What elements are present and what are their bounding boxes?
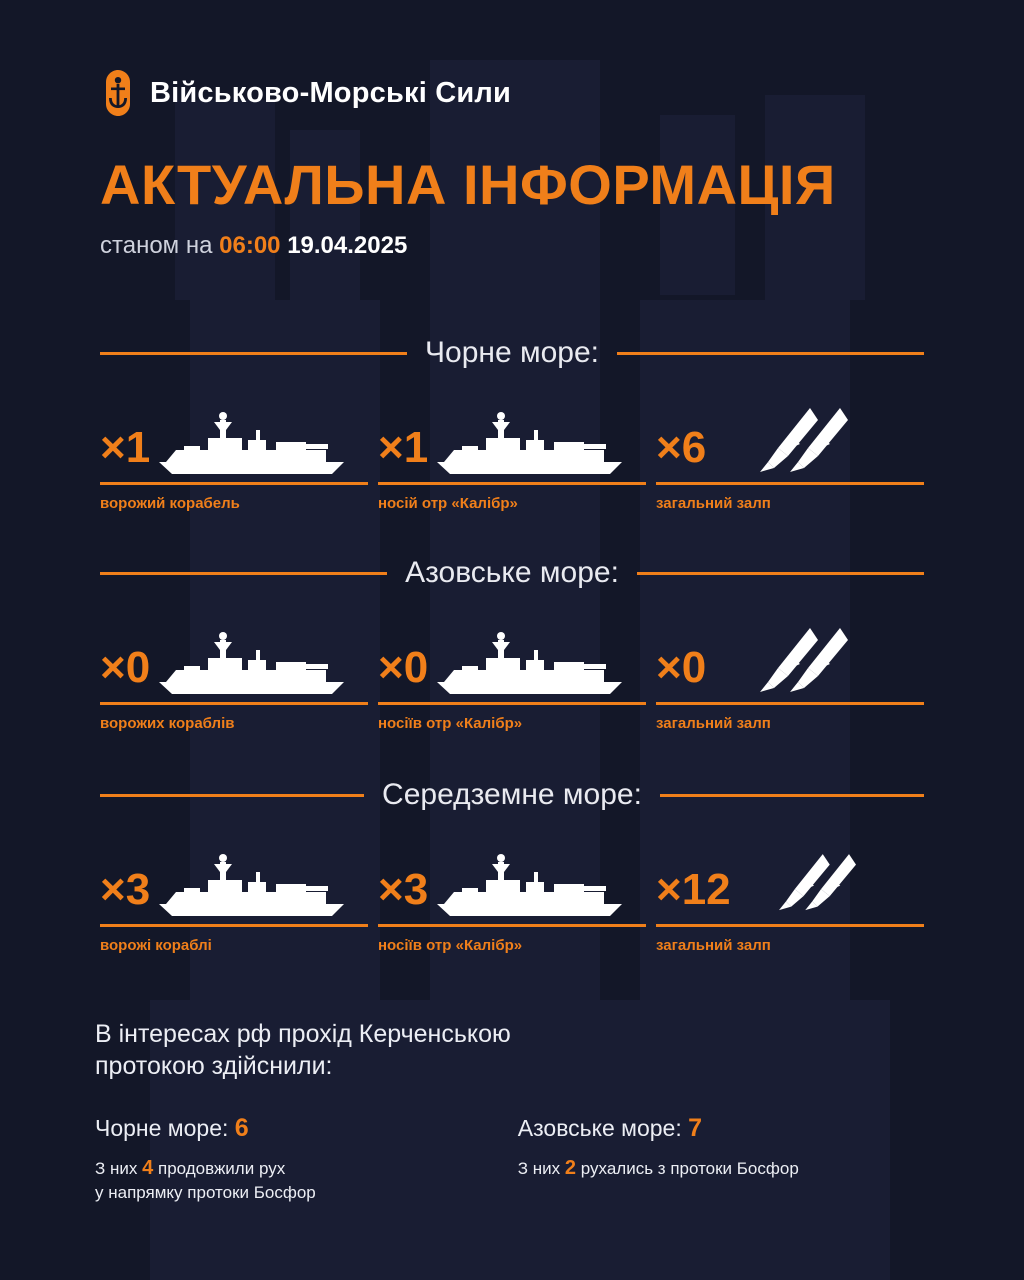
card-underline: [378, 482, 646, 485]
kerch-columns: [95, 1114, 935, 1205]
card-underline: [100, 482, 368, 485]
card-underline: [100, 924, 368, 927]
stat-count: ×12: [656, 865, 731, 914]
kerch-column-black-sea: [95, 1114, 423, 1205]
stat-card: [100, 842, 368, 954]
kerch-left-head: [95, 1114, 423, 1143]
kerch-intro-line2: протокою здійснили:: [95, 1052, 333, 1080]
kerch-left-title: Чорне море:: [95, 1115, 229, 1141]
section-header: [0, 336, 1024, 370]
kerch-strait-block: [95, 1018, 935, 1205]
stat-count: ×0: [656, 643, 707, 692]
kerch-right-head: [518, 1114, 935, 1143]
kerch-left-sub-line2: у напрямку протоки Босфор: [95, 1183, 316, 1202]
stat-card: [656, 620, 924, 732]
section-title: Чорне море:: [425, 336, 599, 369]
stat-label: носій отр «Калібр»: [378, 495, 518, 512]
card-underline: [656, 482, 924, 485]
divider-right: [617, 352, 924, 355]
kerch-right-sub-num: 2: [564, 1157, 577, 1179]
kerch-left-sub-line1: продовжили рух: [157, 1159, 286, 1178]
section-azov-sea: [0, 556, 1024, 732]
page-title: АКТУАЛЬНА ІНФОРМАЦІЯ: [100, 153, 836, 216]
card-underline: [656, 702, 924, 705]
kerch-left-sub-num: 4: [142, 1157, 154, 1179]
card-underline: [656, 924, 924, 927]
kerch-column-azov-sea: [518, 1114, 935, 1205]
section-title: Середземне море:: [382, 778, 642, 811]
stat-card: [378, 400, 646, 512]
divider-left: [100, 794, 364, 797]
divider-left: [100, 352, 407, 355]
stat-count: ×3: [378, 865, 429, 914]
warship-icon: [156, 406, 346, 476]
subtitle-label: станом на: [100, 232, 213, 259]
stat-label: ворожих кораблів: [100, 715, 235, 732]
section-cards: [0, 400, 1024, 512]
divider-right: [637, 572, 924, 575]
warship-icon: [434, 406, 624, 476]
subtitle-date: 19.04.2025: [287, 232, 408, 259]
stat-count: ×1: [378, 423, 429, 472]
brand-header: [100, 70, 511, 116]
card-underline: [378, 702, 646, 705]
stat-count: ×0: [378, 643, 429, 692]
stat-count: ×0: [100, 643, 151, 692]
kerch-right-count: 7: [688, 1114, 703, 1142]
kerch-right-sub-line1: рухались з протоки Босфор: [580, 1159, 799, 1178]
stat-count: ×1: [100, 423, 151, 472]
stat-label: носіїв отр «Калібр»: [378, 715, 523, 732]
kerch-right-title: Азовське море:: [517, 1115, 682, 1141]
kerch-right-sub: [518, 1155, 935, 1182]
card-underline: [378, 924, 646, 927]
stat-label: загальний залп: [656, 495, 771, 512]
stat-count: ×3: [100, 865, 151, 914]
missiles-icon: [737, 848, 877, 918]
subtitle: [100, 232, 407, 260]
kerch-left-sub-prefix: З них: [95, 1159, 138, 1178]
stat-count: ×6: [656, 423, 707, 472]
warship-icon: [156, 848, 346, 918]
section-black-sea: [0, 336, 1024, 512]
kerch-intro: [95, 1018, 935, 1082]
stat-label: носіїв отр «Калібр»: [378, 937, 523, 954]
divider-left: [100, 572, 387, 575]
warship-icon: [434, 626, 624, 696]
section-mediterranean-sea: [0, 778, 1024, 954]
stat-card: [100, 620, 368, 732]
stat-label: ворожий корабель: [100, 495, 240, 512]
divider-right: [660, 794, 924, 797]
kerch-intro-line1: В інтересах рф прохід Керченською: [95, 1020, 511, 1048]
missiles-icon: [712, 626, 872, 696]
stat-card: [656, 842, 924, 954]
stat-label: загальний залп: [656, 715, 771, 732]
warship-icon: [156, 626, 346, 696]
stat-card: [656, 400, 924, 512]
missiles-icon: [712, 406, 872, 476]
kerch-right-sub-prefix: З них: [517, 1159, 561, 1178]
kerch-left-count: 6: [234, 1114, 249, 1142]
warship-icon: [434, 848, 624, 918]
section-cards: [0, 620, 1024, 732]
section-title: Азовське море:: [405, 556, 619, 589]
stat-label: загальний залп: [656, 937, 771, 954]
stat-card: [378, 842, 646, 954]
kerch-left-sub: [95, 1155, 423, 1205]
section-cards: [0, 842, 1024, 954]
subtitle-time: 06:00: [219, 232, 281, 259]
anchor-trident-icon: [100, 70, 136, 116]
stat-label: ворожі кораблі: [100, 937, 212, 954]
card-underline: [100, 702, 368, 705]
brand-title: Військово-Морські Сили: [150, 76, 512, 109]
stat-card: [100, 400, 368, 512]
section-header: [0, 556, 1024, 590]
stat-card: [378, 620, 646, 732]
section-header: [0, 778, 1024, 812]
